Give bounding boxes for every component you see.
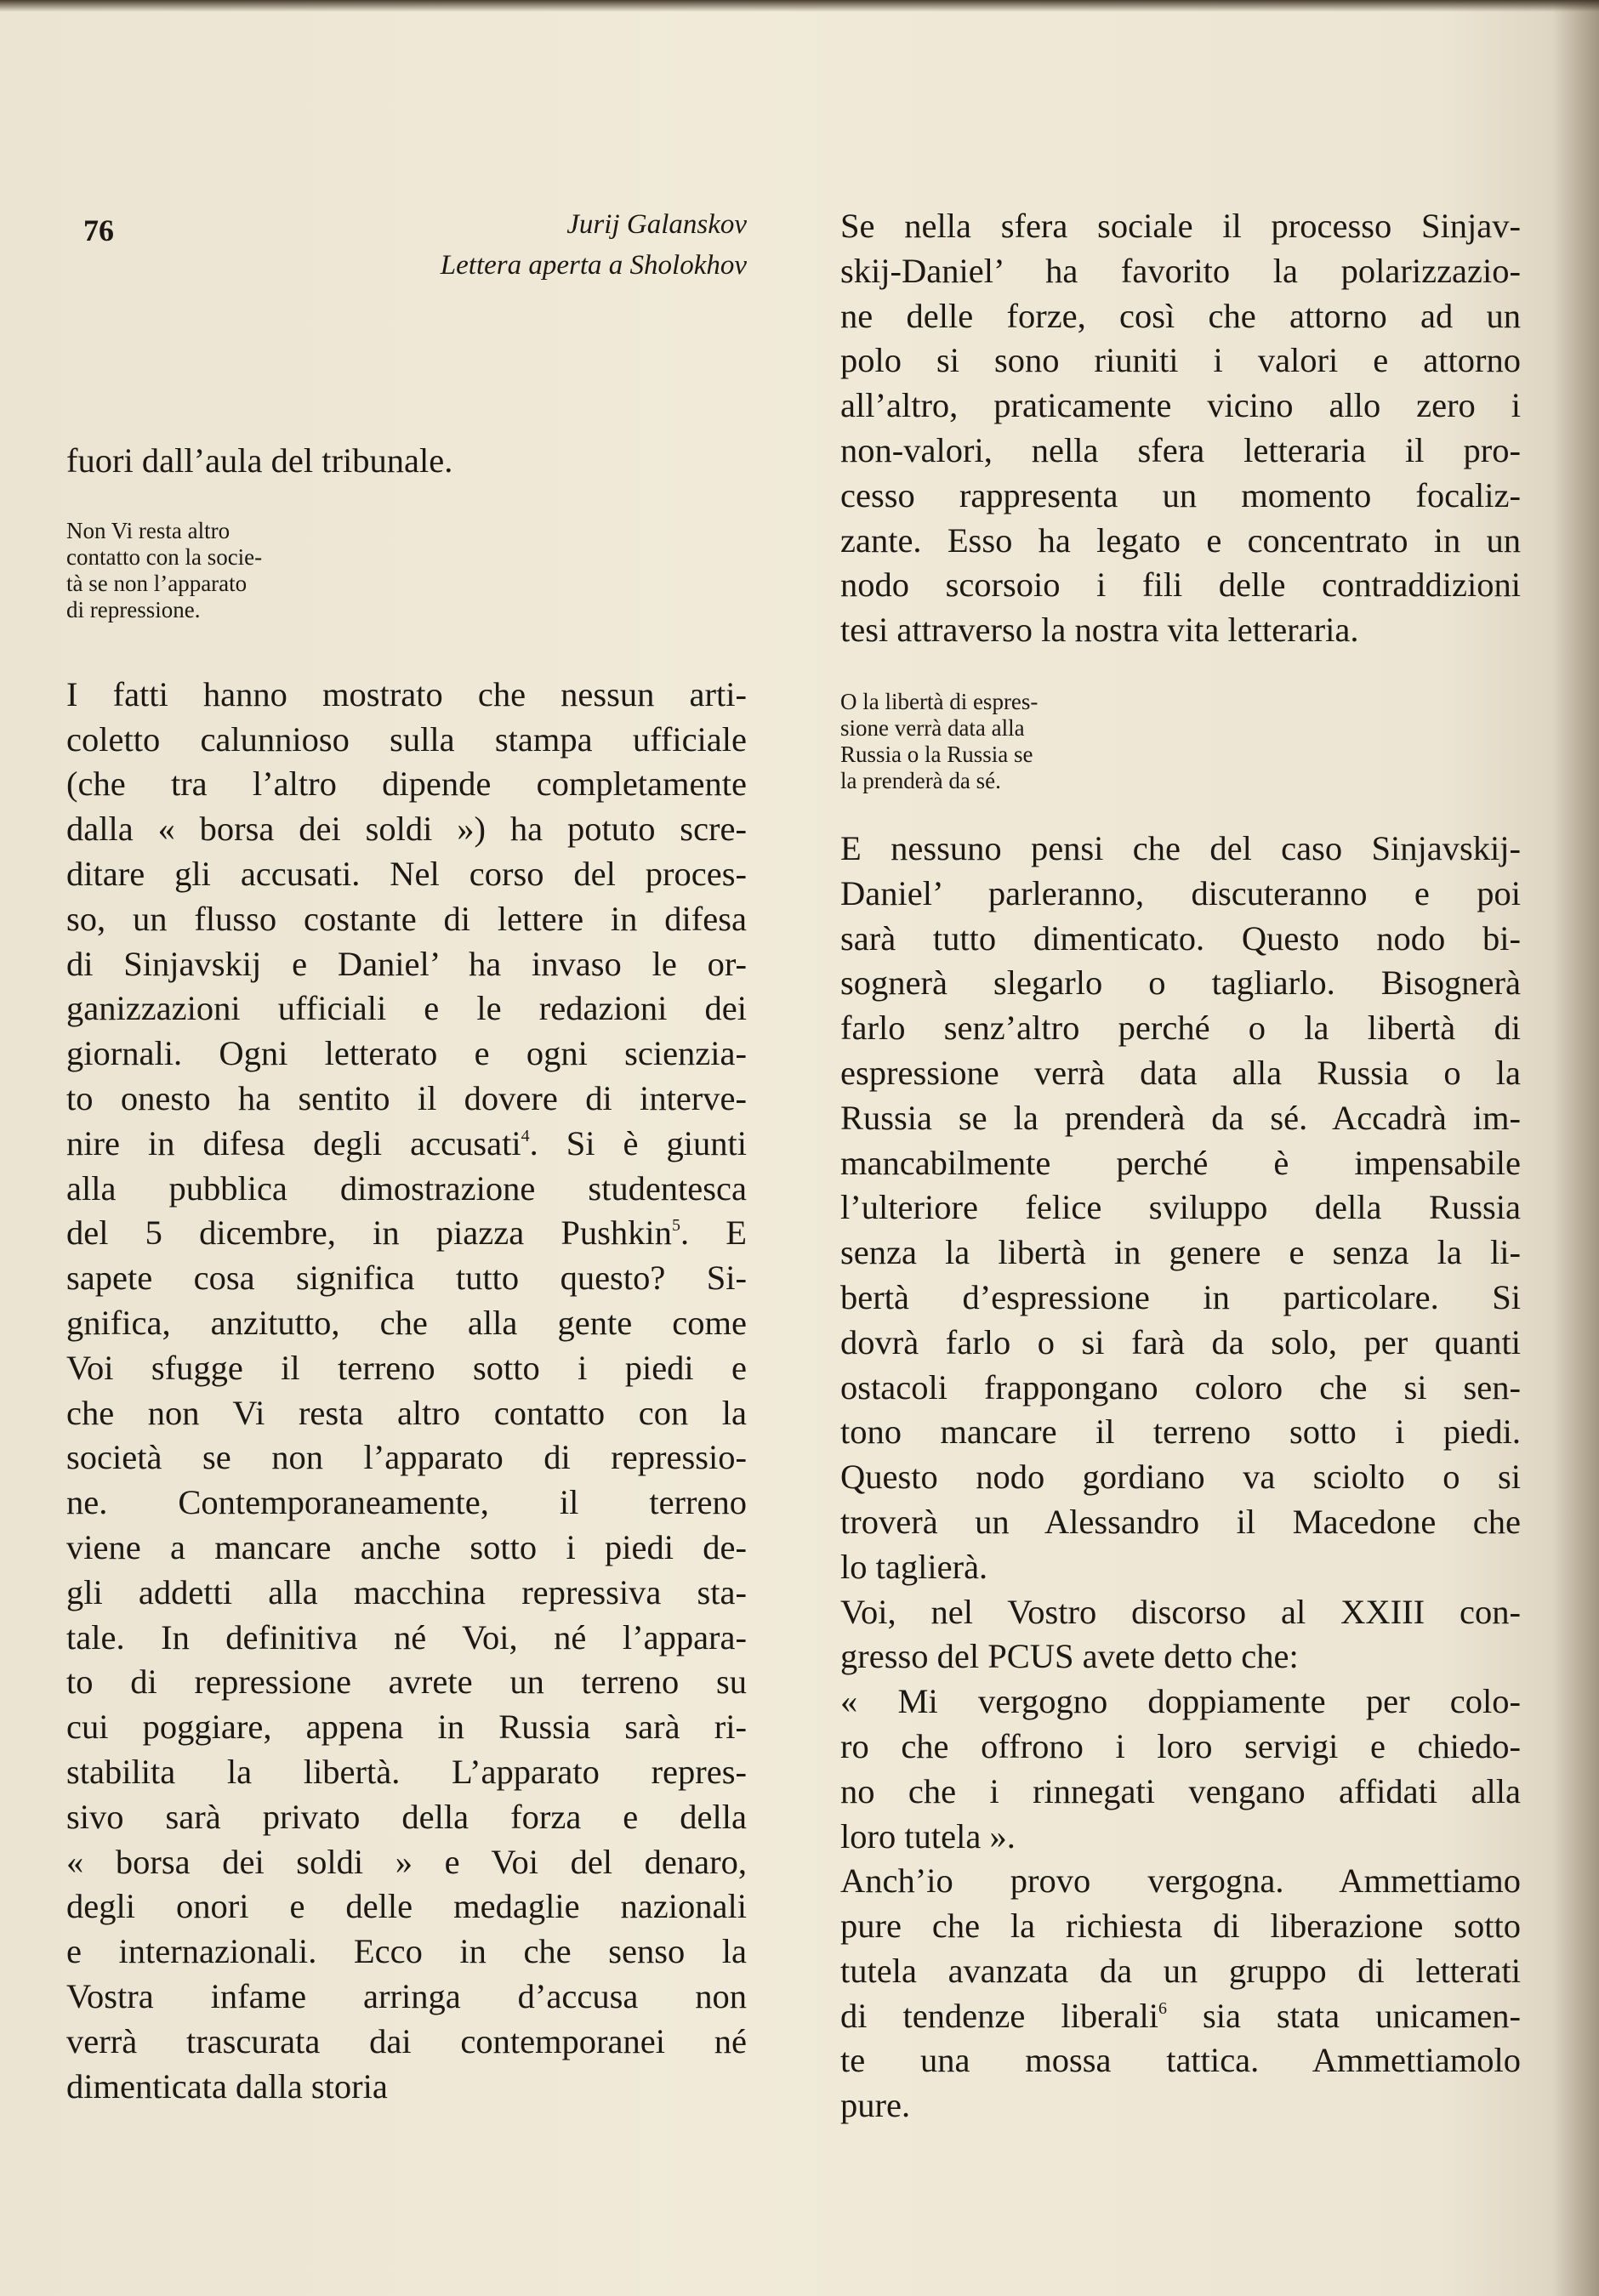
text-line: verrà trascurata dai contemporanei né xyxy=(66,2021,747,2060)
text-line: Questo nodo gordiano va sciolto o si xyxy=(840,1458,1521,1497)
right-column xyxy=(840,204,1521,2128)
marginal-line: di repressione. xyxy=(66,596,201,622)
text-line: cesso rappresenta un momento focaliz- xyxy=(840,475,1521,514)
text-line: troverà un Alessandro il Macedone che xyxy=(840,1502,1521,1541)
text-line: pure. xyxy=(840,2086,911,2125)
text-line: te una mossa tattica. Ammettiamolo xyxy=(840,2041,1521,2080)
text-line: Voi sfugge il terreno sotto i piedi e xyxy=(66,1348,747,1387)
marginal-line: contatto con la socie- xyxy=(66,543,263,570)
text-line: cui poggiare, appena in Russia sarà ri- xyxy=(66,1708,747,1747)
marginal-note-right xyxy=(840,689,1521,794)
text-line: Vostra infame arringa d’accusa non xyxy=(66,1976,747,2015)
text-line: lo taglierà. xyxy=(840,1547,988,1586)
text-line: alla pubblica dimostrazione studentesca xyxy=(66,1168,747,1208)
text-line: « borsa dei soldi » e Voi del denaro, xyxy=(66,1842,747,1881)
text-line: giornali. Ogni letterato e ogni scienzia- xyxy=(66,1034,747,1073)
text-line: tono mancare il terreno sotto i piedi. xyxy=(840,1412,1521,1452)
text-line: I fatti hanno mostrato che nessun arti- xyxy=(66,674,747,713)
text-line: tutela avanzata da un gruppo di letterati xyxy=(840,1951,1521,1990)
text-line: senza la libertà in genere e senza la li- xyxy=(840,1233,1521,1272)
line-text: nire in difesa degli accusati xyxy=(66,1123,521,1162)
line-text: . Si è giunti xyxy=(529,1123,747,1162)
text-line: degli onori e delle medaglie nazionali xyxy=(66,1887,747,1926)
page-number: 76 xyxy=(83,213,114,247)
right-paragraph-2 xyxy=(840,827,1521,1590)
text-line: ganizzazioni ufficiali e le redazioni dei xyxy=(66,989,747,1028)
text-line: « Mi vergogno doppiamente per colo- xyxy=(840,1682,1521,1721)
text-line: gli addetti alla macchina repressiva sta- xyxy=(66,1572,747,1611)
text-line: tale. In definitiva né Voi, né l’appara- xyxy=(66,1617,747,1657)
text-line: E nessuno pensi che del caso Sinjavskij- xyxy=(840,828,1521,867)
text-line: coletto calunnioso sulla stampa ufficiale xyxy=(66,719,747,759)
footnote-ref-4: 4 xyxy=(521,1126,530,1145)
text-line: stabilita la libertà. L’apparato repres- xyxy=(66,1752,747,1791)
text-line: sarà tutto dimenticato. Questo nodo bi- xyxy=(840,918,1521,958)
text-line: viene a mancare anche sotto i piedi de- xyxy=(66,1527,747,1566)
marginal-line: tà se non l’apparato xyxy=(66,570,248,596)
text-line: loro tutela ». xyxy=(840,1816,1016,1856)
header-author-title xyxy=(441,204,747,286)
text-line: sapete cosa significa tutto questo? Si- xyxy=(66,1259,747,1298)
text-line: e internazionali. Ecco in che senso la xyxy=(66,1932,747,1971)
text-line: tesi attraverso la nostra vita letteraria. xyxy=(840,611,1359,650)
header-title: Lettera aperta a Sholokhov xyxy=(440,250,747,281)
line-text: . E xyxy=(680,1213,747,1253)
line-text: di tendenze liberali xyxy=(840,1996,1159,2035)
text-line: no che i rinnegati vengano affidati alla xyxy=(840,1771,1521,1810)
text-line: skij-Daniel’ ha favorito la polarizzazio- xyxy=(840,251,1521,290)
text-line: Anch’io provo vergogna. Ammettiamo xyxy=(840,1861,1521,1901)
text-line: Russia se la prenderà da sé. Accadrà im- xyxy=(840,1098,1521,1137)
marginal-line: O la libertà di espres- xyxy=(840,688,1038,714)
marginal-line: sione verrà data alla xyxy=(840,714,1025,741)
text-line: che non Vi resta altro contatto con la xyxy=(66,1393,747,1432)
text-line-with-footnote xyxy=(840,1994,1521,2039)
text-line: l’ulteriore felice sviluppo della Russia xyxy=(840,1188,1521,1227)
header-author: Jurij Galanskov xyxy=(566,209,747,240)
text-line: zante. Esso ha legato e concentrato in un xyxy=(840,520,1521,560)
text-line: ditare gli accusati. Nel corso del proces- xyxy=(66,854,747,893)
text-line: to onesto ha sentito il dovere di interve- xyxy=(66,1078,747,1117)
text-line: ne delle forze, così che attorno ad un xyxy=(840,296,1521,335)
text-line: nodo scorsoio i fili delle contraddizioni xyxy=(840,565,1521,605)
text-line: dimenticata dalla storia xyxy=(66,2066,388,2106)
marginal-line: Russia o la Russia se xyxy=(840,741,1033,767)
right-paragraph-4 xyxy=(840,1859,1521,2128)
text-line-with-footnote xyxy=(66,1122,747,1167)
marginal-line: la prenderà da sé. xyxy=(840,767,1001,793)
marginal-note-left xyxy=(66,518,747,623)
text-line: all’altro, praticamente vicino allo zero i xyxy=(840,386,1521,425)
text-line: gnifica, anzitutto, che alla gente come xyxy=(66,1303,747,1342)
line-text: del 5 dicembre, in piazza Pushkin xyxy=(66,1213,672,1253)
text-line: so, un flusso costante di lettere in difesa xyxy=(66,899,747,938)
text-line: polo si sono riuniti i valori e attorno xyxy=(840,341,1521,380)
text-line: mancabilmente perché è impensabile xyxy=(840,1143,1521,1182)
text-line: bertà d’espressione in particolare. Si xyxy=(840,1277,1521,1316)
text-line: ne. Contemporaneamente, il terreno xyxy=(66,1483,747,1522)
gutter-shadow xyxy=(1552,0,1599,2296)
text-line: Voi, nel Vostro discorso al XXIII con- xyxy=(840,1592,1521,1631)
text-line: di Sinjavskij e Daniel’ ha invaso le or- xyxy=(66,944,747,983)
right-paragraph-1 xyxy=(840,204,1521,653)
text-line: (che tra l’altro dipende completamente xyxy=(66,764,747,804)
text-line: to di repressione avrete un terreno su xyxy=(66,1662,747,1702)
text-line-with-footnote xyxy=(66,1211,747,1256)
text-line: sivo sarà privato della forza e della xyxy=(66,1797,747,1836)
text-line: pure che la richiesta di liberazione sotto xyxy=(840,1907,1521,1946)
left-paragraph xyxy=(66,673,747,2110)
text-line: dovrà farlo o si farà da solo, per quanti xyxy=(840,1322,1521,1361)
text-line: Daniel’ parleranno, discuteranno e poi xyxy=(840,873,1521,912)
left-column xyxy=(66,204,747,2109)
text-line: società se non l’apparato di repressio- xyxy=(66,1438,747,1477)
text-line: sognerà slegarlo o tagliarlo. Bisognerà xyxy=(840,963,1521,1003)
footnote-ref-5: 5 xyxy=(671,1216,680,1236)
text-line: dalla « borsa dei soldi ») ha potuto scre- xyxy=(66,810,747,849)
text-line: gresso del PCUS avete detto che: xyxy=(840,1637,1299,1676)
text-line: farlo senz’altro perché o la libertà di xyxy=(840,1009,1521,1048)
text-line: ro che offrono i loro servigi e chiedo- xyxy=(840,1726,1521,1765)
right-paragraph-3 xyxy=(840,1590,1521,1860)
text-line: ostacoli frappongano coloro che si sen- xyxy=(840,1367,1521,1407)
text-line: non-valori, nella sfera letteraria il pro- xyxy=(840,430,1521,469)
text-line: Se nella sfera sociale il processo Sinjav- xyxy=(840,207,1521,245)
marginal-line: Non Vi resta altro xyxy=(66,517,230,543)
opening-line: fuori dall’aula del tribunale. xyxy=(66,441,453,480)
text-line: espressione verrà data alla Russia o la xyxy=(840,1053,1521,1092)
footnote-ref-6: 6 xyxy=(1158,1998,1168,2018)
running-header xyxy=(66,204,747,332)
page-top-shadow xyxy=(0,0,1599,12)
line-text: sia stata unicamen- xyxy=(1167,1996,1521,2035)
